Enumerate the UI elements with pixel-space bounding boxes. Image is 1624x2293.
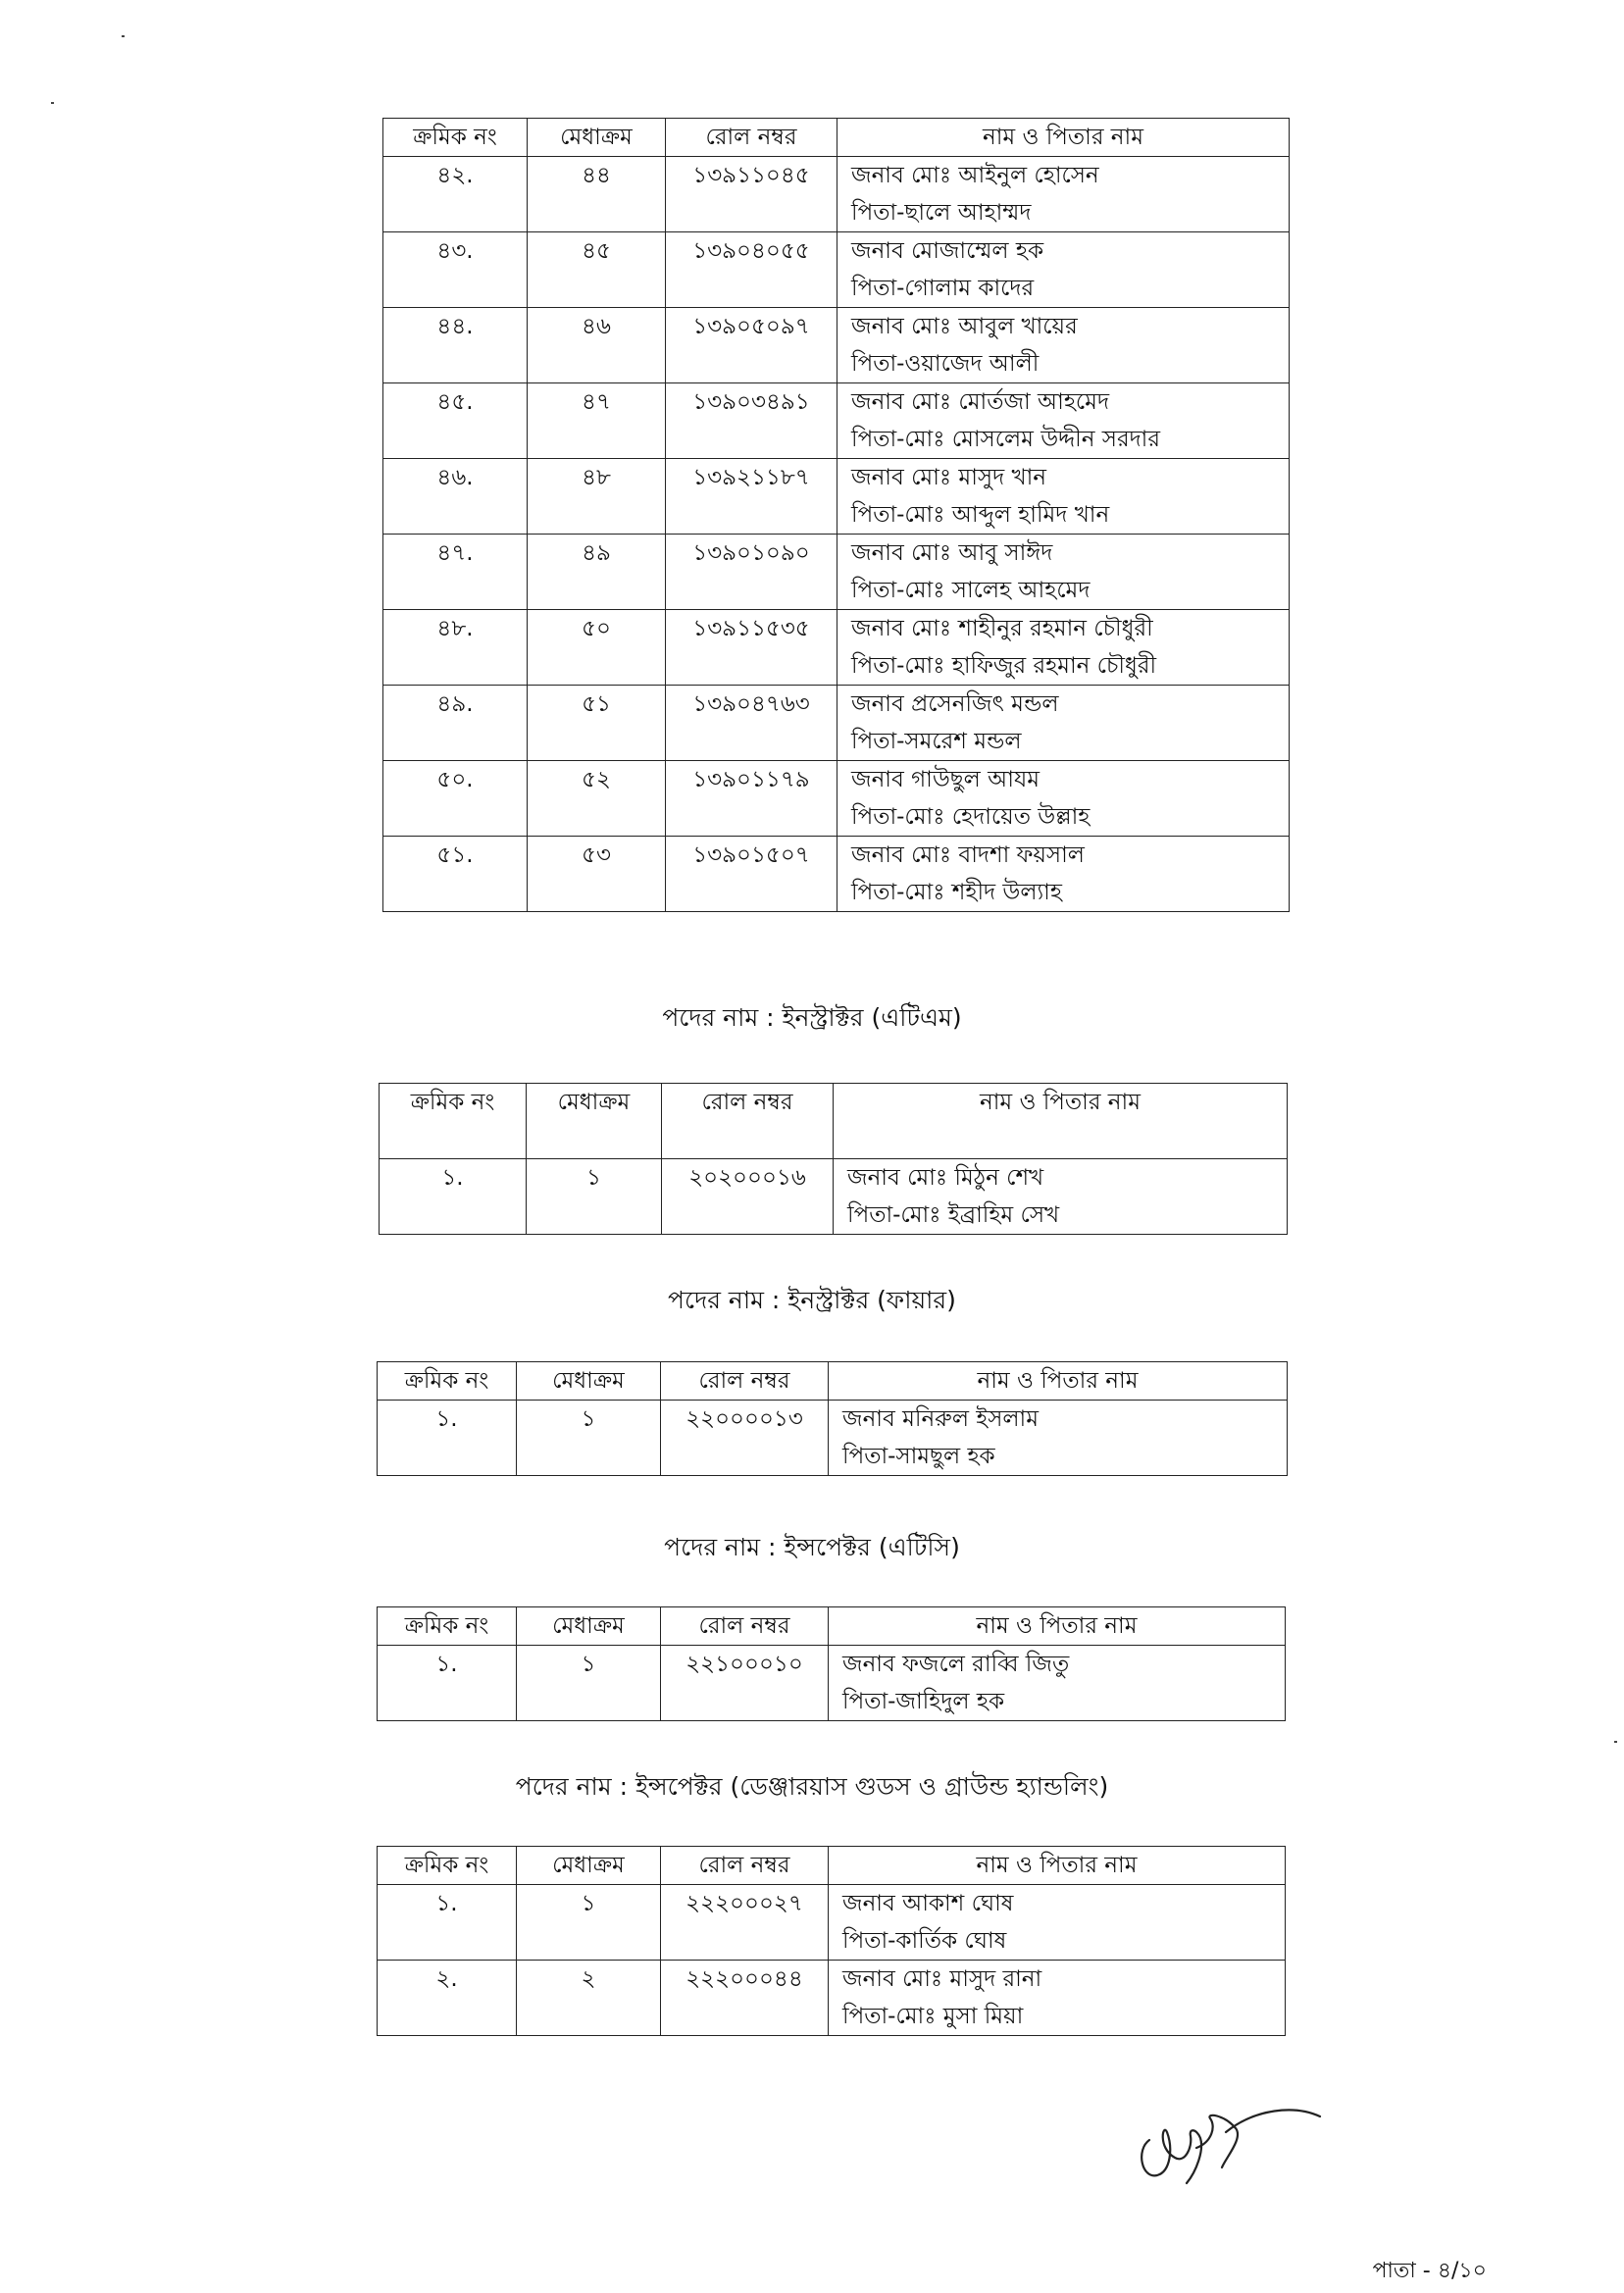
- section-title-inspector-atc: পদের নাম : ইন্সপেক্টর (এটিসি): [664, 1533, 960, 1561]
- table-row: [383, 535, 1290, 610]
- serial-number: ৫১.: [383, 837, 528, 912]
- roll-number: ১৩৯০৫০৯৭: [666, 308, 837, 383]
- candidate-table-1: [382, 118, 1290, 912]
- signature-icon: [1128, 2089, 1324, 2197]
- name-cell: [837, 308, 1290, 383]
- serial-number: ১.: [378, 1885, 517, 1961]
- merit-position: ৪৭: [528, 383, 666, 459]
- candidate-name: জনাব মনিরুল ইসলাম: [842, 1406, 1039, 1432]
- father-name: পিতা-মোঃ শহীদ উল্যাহ: [851, 880, 1062, 905]
- scan-speck: [122, 35, 125, 37]
- roll-number: ২২১০০০১০: [661, 1646, 829, 1721]
- header-serial: ক্রমিক নং: [378, 1607, 517, 1646]
- merit-position: ৫০: [528, 610, 666, 686]
- name-cell: [837, 232, 1290, 308]
- header-roll: রোল নম্বর: [666, 119, 837, 157]
- header-merit: মেধাক্রম: [527, 1084, 662, 1159]
- father-name: পিতা-মোঃ হাফিজুর রহমান চৌধুরী: [851, 653, 1157, 679]
- table-row: [383, 761, 1290, 837]
- table-row: [378, 1401, 1288, 1476]
- scan-speck: [1614, 1741, 1617, 1743]
- header-serial: ক্রমিক নং: [378, 1362, 517, 1401]
- father-name: পিতা-গোলাম কাদের: [851, 276, 1035, 301]
- serial-number: ৪৪.: [383, 308, 528, 383]
- serial-number: ৪৯.: [383, 686, 528, 761]
- roll-number: ১৩৯০১১৭৯: [666, 761, 837, 837]
- father-name: পিতা-মোঃ হেদায়েত উল্লাহ: [851, 804, 1091, 830]
- name-cell: [829, 1961, 1286, 2036]
- merit-position: ৪৮: [528, 459, 666, 535]
- candidate-name: জনাব মোজাম্মেল হক: [851, 238, 1044, 264]
- table-row: [380, 1159, 1288, 1235]
- serial-number: ৪৩.: [383, 232, 528, 308]
- serial-number: ১.: [378, 1401, 517, 1476]
- merit-position: ৪৫: [528, 232, 666, 308]
- candidate-name: জনাব মোঃ মিঠুন শেখ: [847, 1165, 1044, 1191]
- table-row: [383, 232, 1290, 308]
- table-row: [378, 1961, 1286, 2036]
- table-header: [383, 119, 1290, 157]
- roll-number: ২২২০০০৪৪: [661, 1961, 829, 2036]
- header-merit: মেধাক্রম: [528, 119, 666, 157]
- header-serial: ক্রমিক নং: [383, 119, 528, 157]
- header-merit: মেধাক্রম: [517, 1847, 661, 1885]
- father-name: পিতা-কার্তিক ঘোষ: [842, 1928, 1007, 1954]
- candidate-name: জনাব মোঃ মোর্তজা আহমেদ: [851, 389, 1110, 415]
- name-cell: [829, 1646, 1286, 1721]
- serial-number: ২.: [378, 1961, 517, 2036]
- merit-position: ৫২: [528, 761, 666, 837]
- header-name: নাম ও পিতার নাম: [829, 1847, 1286, 1885]
- serial-number: ৫০.: [383, 761, 528, 837]
- roll-number: ১৩৯১১৫৩৫: [666, 610, 837, 686]
- name-cell: [829, 1401, 1288, 1476]
- name-cell: [837, 535, 1290, 610]
- merit-position: ১: [527, 1159, 662, 1235]
- name-cell: [837, 459, 1290, 535]
- table-header: [380, 1084, 1288, 1159]
- scan-speck: [51, 102, 54, 104]
- father-name: পিতা-মোঃ আব্দুল হামিদ খান: [851, 502, 1110, 528]
- serial-number: ৪৭.: [383, 535, 528, 610]
- table-row: [378, 1646, 1286, 1721]
- candidate-name: জনাব মোঃ আইনুল হোসেন: [851, 163, 1099, 188]
- header-roll: রোল নম্বর: [662, 1084, 834, 1159]
- table-header: [378, 1362, 1288, 1401]
- merit-position: ১: [517, 1646, 661, 1721]
- section-title-instructor-fire: পদের নাম : ইনস্ট্রাক্টর (ফায়ার): [668, 1286, 956, 1314]
- roll-number: ১৩৯২১১৮৭: [666, 459, 837, 535]
- header-name: নাম ও পিতার নাম: [829, 1607, 1286, 1646]
- candidate-name: জনাব আকাশ ঘোষ: [842, 1891, 1014, 1916]
- header-roll: রোল নম্বর: [661, 1607, 829, 1646]
- father-name: পিতা-ওয়াজেদ আলী: [851, 351, 1040, 377]
- merit-position: ৪৯: [528, 535, 666, 610]
- candidate-name: জনাব প্রসেনজিৎ মন্ডল: [851, 691, 1059, 717]
- candidate-table-inspector-dg: [377, 1846, 1286, 2036]
- name-cell: [837, 610, 1290, 686]
- serial-number: ১.: [378, 1646, 517, 1721]
- header-roll: রোল নম্বর: [661, 1362, 829, 1401]
- roll-number: ১৩৯০৩৪৯১: [666, 383, 837, 459]
- father-name: পিতা-সামছুল হক: [842, 1444, 995, 1469]
- serial-number: ৪৬.: [383, 459, 528, 535]
- header-merit: মেধাক্রম: [517, 1607, 661, 1646]
- name-cell: [837, 761, 1290, 837]
- header-serial: ক্রমিক নং: [380, 1084, 527, 1159]
- table-row: [383, 308, 1290, 383]
- header-name: নাম ও পিতার নাম: [837, 119, 1290, 157]
- table-row: [383, 383, 1290, 459]
- table-row: [378, 1885, 1286, 1961]
- section-title-inspector-dg: পদের নাম : ইন্সপেক্টর (ডেঞ্জারয়াস গুডস ও গ্রাউন্ড হ্যান্ডলিং): [515, 1772, 1109, 1801]
- merit-position: ২: [517, 1961, 661, 2036]
- roll-number: ২২২০০০২৭: [661, 1885, 829, 1961]
- name-cell: [837, 686, 1290, 761]
- candidate-table-instructor-atm: [379, 1083, 1288, 1235]
- table-row: [383, 837, 1290, 912]
- father-name: পিতা-মোঃ মুসা মিয়া: [842, 2004, 1024, 2029]
- roll-number: ২০২০০০১৬: [662, 1159, 834, 1235]
- name-cell: [834, 1159, 1288, 1235]
- table-row: [383, 610, 1290, 686]
- serial-number: ৪২.: [383, 157, 528, 232]
- merit-position: ১: [517, 1401, 661, 1476]
- name-cell: [837, 837, 1290, 912]
- candidate-name: জনাব মোঃ আবু সাঈদ: [851, 540, 1053, 566]
- name-cell: [837, 383, 1290, 459]
- candidate-name: জনাব মোঃ আবুল খায়ের: [851, 314, 1078, 339]
- header-merit: মেধাক্রম: [517, 1362, 661, 1401]
- merit-position: ৫১: [528, 686, 666, 761]
- candidate-name: জনাব মোঃ বাদশা ফয়সাল: [851, 842, 1085, 868]
- table-row: [383, 686, 1290, 761]
- roll-number: ১৩৯০৪০৫৫: [666, 232, 837, 308]
- table-header: [378, 1847, 1286, 1885]
- candidate-name: জনাব মোঃ মাসুদ খান: [851, 465, 1046, 490]
- candidate-name: জনাব ফজলে রাব্বি জিতু: [842, 1652, 1070, 1677]
- candidate-name: জনাব গাউছুল আযম: [851, 767, 1040, 792]
- page-number: পাতা - ৪/১০: [1372, 2259, 1487, 2283]
- candidate-table-instructor-fire: [377, 1361, 1288, 1476]
- merit-position: ৪৬: [528, 308, 666, 383]
- serial-number: ৪৮.: [383, 610, 528, 686]
- table-row: [383, 157, 1290, 232]
- merit-position: ১: [517, 1885, 661, 1961]
- roll-number: ১৩৯০১৫০৭: [666, 837, 837, 912]
- serial-number: ৪৫.: [383, 383, 528, 459]
- candidate-name: জনাব মোঃ মাসুদ রানা: [842, 1966, 1042, 1992]
- header-name: নাম ও পিতার নাম: [834, 1084, 1288, 1159]
- header-roll: রোল নম্বর: [661, 1847, 829, 1885]
- roll-number: ১৩৯১১০৪৫: [666, 157, 837, 232]
- father-name: পিতা-ছালে আহাম্মদ: [851, 200, 1032, 226]
- father-name: পিতা-সমরেশ মন্ডল: [851, 729, 1022, 754]
- father-name: পিতা-মোঃ ইব্রাহিম সেখ: [847, 1202, 1060, 1228]
- roll-number: ২২০০০০১৩: [661, 1401, 829, 1476]
- serial-number: ১.: [380, 1159, 527, 1235]
- header-name: নাম ও পিতার নাম: [829, 1362, 1288, 1401]
- name-cell: [837, 157, 1290, 232]
- father-name: পিতা-মোঃ সালেহ আহমেদ: [851, 578, 1091, 603]
- table-row: [383, 459, 1290, 535]
- father-name: পিতা-জাহিদুল হক: [842, 1689, 1005, 1714]
- merit-position: ৪৪: [528, 157, 666, 232]
- table-header: [378, 1607, 1286, 1646]
- roll-number: ১৩৯০৪৭৬৩: [666, 686, 837, 761]
- father-name: পিতা-মোঃ মোসলেম উদ্দীন সরদার: [851, 427, 1160, 452]
- section-title-instructor-atm: পদের নাম : ইনস্ট্রাক্টর (এটিএম): [662, 1003, 962, 1032]
- name-cell: [829, 1885, 1286, 1961]
- merit-position: ৫৩: [528, 837, 666, 912]
- candidate-table-inspector-atc: [377, 1606, 1286, 1721]
- candidate-name: জনাব মোঃ শাহীনুর রহমান চৌধুরী: [851, 616, 1153, 641]
- roll-number: ১৩৯০১০৯০: [666, 535, 837, 610]
- header-serial: ক্রমিক নং: [378, 1847, 517, 1885]
